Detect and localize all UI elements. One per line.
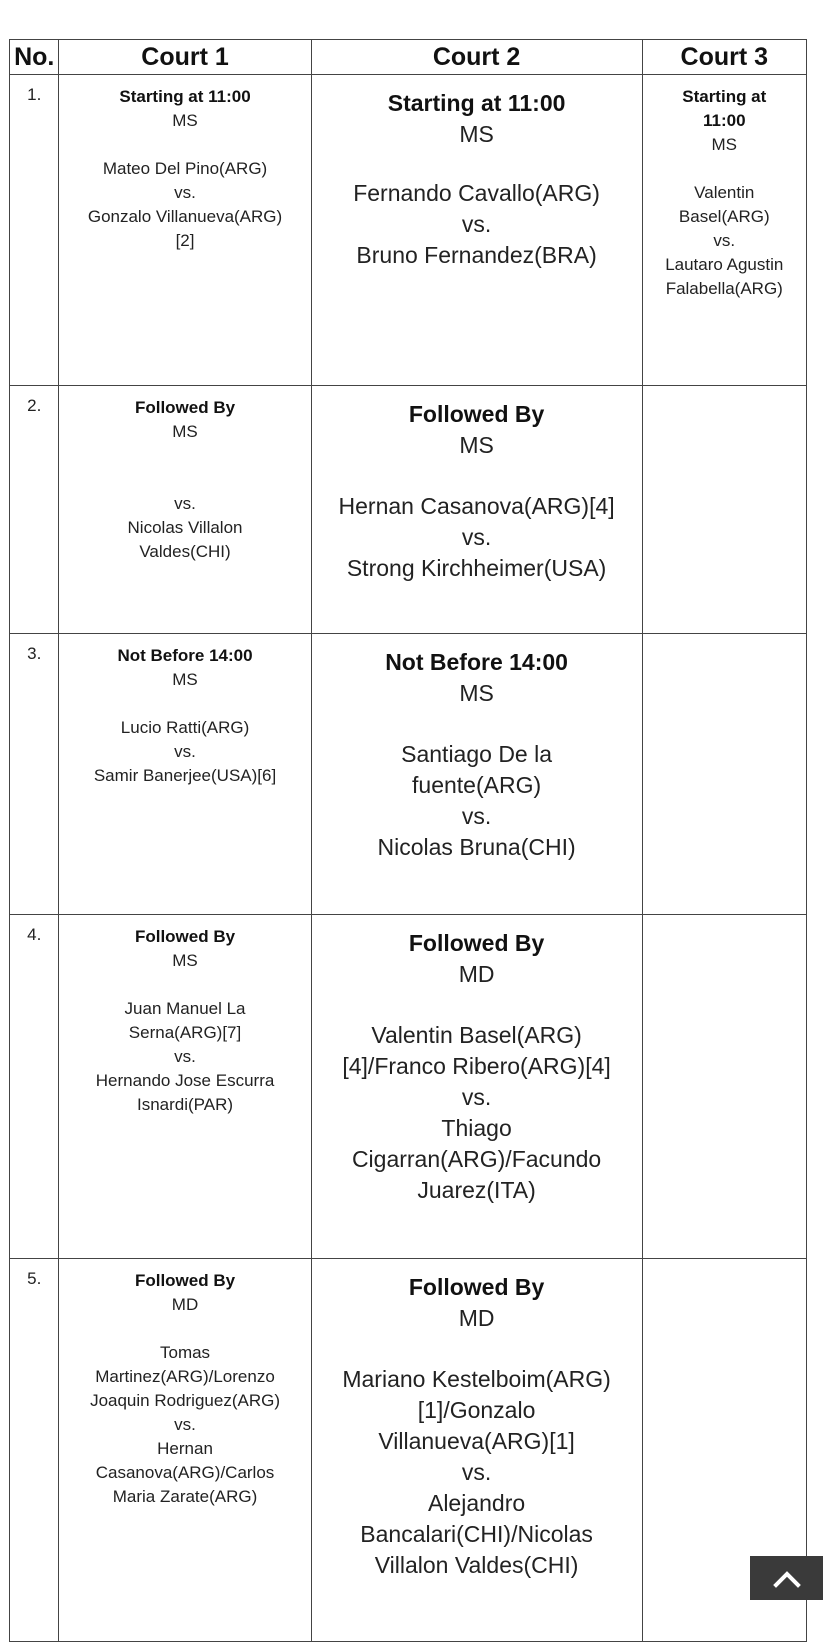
match-time-heading: Followed By (408, 401, 545, 427)
chevron-up-icon (772, 1568, 802, 1588)
player-line: Maria Zarate(ARG) (112, 1487, 258, 1506)
player-line: Strong Kirchheimer(USA) (346, 555, 607, 581)
match-time-heading: Followed By (134, 1271, 236, 1290)
header-court-2: Court 2 (311, 40, 642, 75)
court-1-cell (59, 75, 311, 386)
court-2-cell (311, 634, 642, 915)
player-line: Valdes(CHI) (139, 542, 231, 561)
player-line: Villanueva(ARG)[1] (378, 1428, 575, 1454)
player-line: Martinez(ARG)/Lorenzo (95, 1367, 275, 1386)
event-code: MS (172, 670, 198, 689)
court-1-cell (59, 634, 311, 915)
player-line: Alejandro (427, 1490, 526, 1516)
player-line: Lucio Ratti(ARG) (120, 718, 250, 737)
table-row (10, 634, 807, 915)
court-3-cell (642, 634, 806, 915)
player-line: Nicolas Bruna(CHI) (377, 834, 576, 860)
court-1-cell (59, 915, 311, 1259)
player-line: Hernando Jose Escurra (95, 1071, 275, 1090)
player-line: Falabella(ARG) (665, 279, 783, 298)
player-line: Mariano Kestelboim(ARG) (342, 1366, 611, 1392)
event-code: MS (172, 111, 198, 130)
versus-label: vs. (461, 1459, 492, 1485)
player-line: Thiago (441, 1115, 512, 1141)
player-line: Bancalari(CHI)/Nicolas (360, 1521, 593, 1547)
player-line: Nicolas Villalon (127, 518, 243, 537)
player-line: Lautaro Agustin (665, 255, 784, 274)
versus-label: vs. (174, 742, 196, 761)
table-row (10, 386, 807, 634)
versus-label: vs. (461, 211, 492, 237)
match-time-heading: Followed By (408, 930, 545, 956)
event-code: MD (458, 1305, 495, 1331)
versus-label: vs. (174, 1047, 196, 1066)
player-line: Samir Banerjee(USA)[6] (93, 766, 277, 785)
player-line: Casanova(ARG)/Carlos (95, 1463, 275, 1482)
player-line: Isnardi(PAR) (137, 1095, 234, 1114)
player-line: Serna(ARG)[7] (128, 1023, 242, 1042)
match-time-heading: Not Before 14:00 (117, 646, 253, 665)
match-time-heading: 11:00 (702, 111, 746, 130)
player-line: Santiago De la (401, 741, 553, 767)
player-line: Fernando Cavallo(ARG) (353, 180, 600, 206)
match-number: 3. (10, 634, 59, 915)
player-line: [4]/Franco Ribero(ARG)[4] (342, 1053, 611, 1079)
match-number: 4. (10, 915, 59, 1259)
table-row (10, 75, 807, 386)
player-line: [1]/Gonzalo (417, 1397, 536, 1423)
court-2-cell (311, 1259, 642, 1642)
player-line: Juarez(ITA) (417, 1177, 536, 1203)
match-number: 2. (10, 386, 59, 634)
player-line: Valentin (694, 183, 755, 202)
player-line: Basel(ARG) (678, 207, 770, 226)
table-row (10, 1259, 807, 1642)
match-time-heading: Followed By (134, 927, 236, 946)
court-3-cell (642, 386, 806, 634)
event-code: MD (458, 961, 495, 987)
player-line: Mateo Del Pino(ARG) (102, 159, 268, 178)
match-time-heading: Followed By (134, 398, 236, 417)
player-line: Cigarran(ARG)/Facundo (351, 1146, 602, 1172)
event-code: MS (711, 135, 738, 154)
player-line: Villalon Valdes(CHI) (374, 1552, 579, 1578)
versus-label: vs. (174, 494, 196, 513)
versus-label: vs. (174, 1415, 196, 1434)
court-3-cell (642, 75, 806, 386)
order-of-play-table (9, 39, 807, 1642)
event-code: MS (459, 680, 494, 706)
player-line: Hernan (157, 1439, 213, 1458)
court-3-cell (642, 915, 806, 1259)
match-time-heading: Not Before 14:00 (385, 649, 568, 675)
match-number: 1. (10, 75, 59, 386)
header-row (10, 40, 807, 75)
match-time-heading: Starting at 11:00 (387, 90, 566, 116)
player-line: Gonzalo Villanueva(ARG) (87, 207, 283, 226)
event-code: MS (172, 951, 198, 970)
versus-label: vs. (174, 183, 196, 202)
match-number: 5. (10, 1259, 59, 1642)
player-line: Juan Manuel La (124, 999, 246, 1018)
table-row (10, 915, 807, 1259)
match-time-heading: Starting at 11:00 (119, 87, 251, 106)
player-line: Bruno Fernandez(BRA) (356, 242, 597, 268)
player-line: Joaquin Rodriguez(ARG) (90, 1391, 280, 1410)
player-line: fuente(ARG) (412, 772, 542, 798)
court-2-cell (311, 386, 642, 634)
event-code: MS (172, 422, 198, 441)
player-line (67, 468, 302, 492)
header-court-3: Court 3 (642, 40, 806, 75)
court-1-cell (59, 1259, 311, 1642)
event-code: MD (171, 1295, 199, 1314)
versus-label: vs. (461, 1084, 492, 1110)
player-line: Valentin Basel(ARG) (371, 1022, 582, 1048)
match-time-heading: Followed By (408, 1274, 545, 1300)
court-1-cell (59, 386, 311, 634)
court-2-cell (311, 915, 642, 1259)
versus-label: vs. (461, 803, 492, 829)
header-court-1: Court 1 (59, 40, 311, 75)
scroll-to-top-button[interactable] (750, 1556, 823, 1600)
versus-label: vs. (713, 231, 736, 250)
player-line: Hernan Casanova(ARG)[4] (338, 493, 615, 519)
header-no: No. (10, 40, 59, 75)
versus-label: vs. (461, 524, 492, 550)
player-line: Tomas (159, 1343, 211, 1362)
court-2-cell (311, 75, 642, 386)
event-code: MS (459, 121, 494, 147)
player-line: [2] (175, 231, 195, 250)
event-code: MS (459, 432, 494, 458)
match-time-heading: Starting at (682, 87, 767, 106)
